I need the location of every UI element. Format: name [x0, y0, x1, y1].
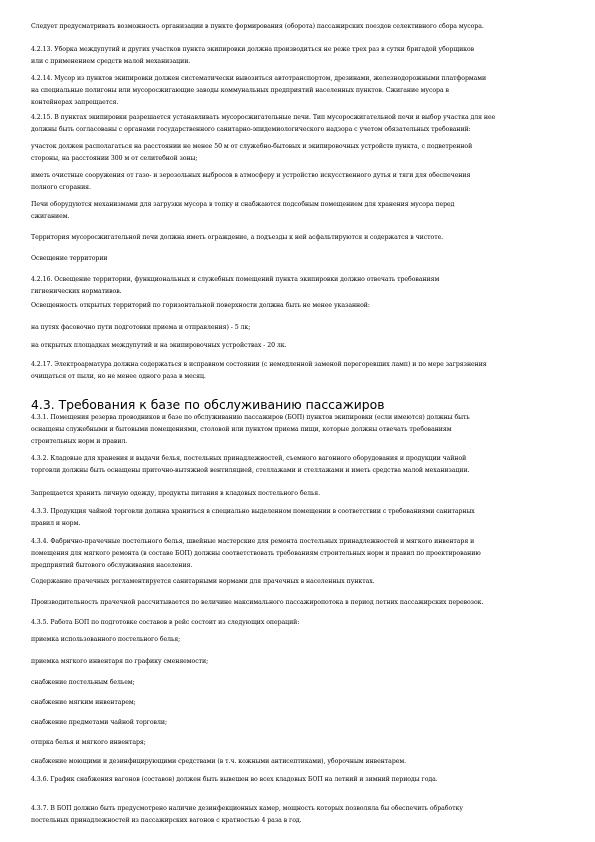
paragraph-line: снабжение моющими и дезинфицирующими средствами (в т.ч. кожными антисептиками), уборочным инвентарем.: [31, 758, 407, 765]
paragraph-line: Содержание прачечных регламентируется санитарными нормами для прачечных в населенных пунктах.: [31, 578, 375, 585]
paragraph: [31, 677, 567, 689]
paragraph-line: строительных норм и правил.: [31, 438, 128, 445]
paragraph: [31, 803, 567, 827]
paragraph-line: 4.3.5. Работа БОП по подготовке составов в рейс состоит из следующих операций:: [31, 619, 300, 626]
paragraph-line: участок должен располагаться на расстоянии не менее 50 м от служебно-бытовых и экипировочных устройств пункта, с подветренной: [31, 143, 473, 150]
paragraph-line: на специальные полигоны или мусоросжигающие заводы коммунальных предприятий населенных пунктов. Сжигание мусора в: [31, 87, 449, 94]
paragraph-line: сжиганием.: [31, 213, 70, 220]
paragraph-line: полного сгорания.: [31, 184, 91, 191]
paragraph: [31, 774, 567, 786]
paragraph-line: приемка использованного постельного белья;: [31, 636, 181, 643]
paragraph-line: 4.3.1. Помещения резерва проводников и базе по обслуживанию пассажиров (БОП) пунктов экипировки (если имеются) должны быть: [31, 414, 470, 421]
paragraph-line: Следует предусматривать возможность организации в пункте формирования (оборота) пассажирских поездов селективного сбора мусора.: [31, 23, 484, 30]
paragraph-line: контейнерах запрещается.: [31, 99, 119, 106]
paragraph: [31, 112, 567, 136]
paragraph: [31, 199, 567, 223]
paragraph: [31, 73, 567, 109]
paragraph: [31, 488, 567, 500]
paragraph-line: Печи оборудуются механизмами для загрузки мусора в топку и снабжаются подсобным помещением для хранения мусора перед: [31, 201, 455, 208]
paragraph: [31, 274, 567, 298]
paragraph-line: на открытых площадках междупутий и на экипировочных устройствах - 20 лк.: [31, 342, 287, 349]
paragraph-line: торговли должны быть оснащены приточно-вытяжной вентиляцией, стеллажами и стеллажами и иметь средства малой механизации.: [31, 467, 470, 474]
paragraph-line: 4.3.4. Фабрично-прачечные постельного белья, швейные мастерские для ремонта постельных принадлежностей и мягкого инвентаря и: [31, 538, 475, 545]
paragraph-line: постельных принадлежностей из пассажирских вагонов с кратностью 4 раза в год.: [31, 817, 302, 824]
paragraph: [31, 697, 567, 709]
section-heading: 4.3. Требования к базе по обслуживанию пассажиров: [31, 397, 385, 413]
paragraph-line: должны быть согласованы с органами государственного санитарно-эпидемиологического надзора с учетом обязательных требований:: [31, 126, 471, 133]
paragraph-line: снабжение постельным бельем;: [31, 679, 135, 686]
paragraph: [31, 536, 567, 572]
paragraph-line: на путях фасовочно пути подготовки приема и отправления) - 5 лк;: [31, 324, 251, 331]
paragraph-line: 4.2.15. В пунктах экипировки разрешается устанавливать мусоросжигательные печи. Тип мусоросжигательной печи и выбор участка для нее: [31, 114, 496, 121]
paragraph-line: отпрка белья и мягкого инвентаря;: [31, 739, 146, 746]
paragraph: [31, 322, 567, 334]
paragraph-line: 4.2.16. Освещение территории, функциональных и служебных помещений пункта экипировки должно отвечать требованиям: [31, 276, 440, 283]
paragraph-line: гигиенических нормативов.: [31, 288, 122, 295]
paragraph-line: стороны, на расстоянии 300 м от селитебной зоны;: [31, 155, 198, 162]
paragraph: [31, 170, 567, 194]
paragraph: [31, 359, 567, 383]
paragraph: [31, 412, 567, 448]
paragraph: [31, 756, 567, 768]
paragraph: [31, 634, 567, 646]
paragraph-line: 4.3.7. В БОП должно быть предусмотрено наличие дезинфекционных камер, мощность которых позволяла бы обеспечить обработку: [31, 805, 463, 812]
paragraph: [31, 141, 567, 165]
paragraph: [31, 506, 567, 530]
paragraph: [31, 44, 567, 68]
paragraph: [31, 576, 567, 588]
paragraph: [31, 253, 567, 265]
paragraph-line: 4.2.13. Уборка междупутий и других участков пункта экипировки должна производиться не реже трех раз в сутки бригадой уборщиков: [31, 46, 475, 53]
paragraph-line: снабжение мягким инвентарем;: [31, 699, 136, 706]
paragraph-line: очищаться от пыли, но не менее одного раза в месяц.: [31, 373, 206, 380]
paragraph: [31, 232, 567, 244]
paragraph-line: Освещенность открытых территорий по горизонтальной поверхности должна быть не менее указанной:: [31, 302, 370, 309]
paragraph-line: или с применением средств малой механизации.: [31, 58, 191, 65]
paragraph: [31, 597, 567, 609]
paragraph-line: Территория мусоросжигательной печи должна иметь ограждение, а подъезды к ней асфальтируются и содержатся в чистоте.: [31, 234, 444, 241]
paragraph: [31, 617, 567, 629]
paragraph-line: 4.2.14. Мусор из пунктов экипировки должен систематически вывозиться автотранспортом, дрезинами, железнодорожными платформами: [31, 75, 487, 82]
paragraph-line: 4.3.6. График снабжения вагонов (составов) должен быть вывешен во всех кладовых БОП на летний и зимний периоды года.: [31, 776, 438, 783]
paragraph-line: 4.2.17. Электроарматура должна содержаться в исправном состоянии (с немедленной заменой перегоревших ламп) и по мере загрязнения: [31, 361, 487, 368]
paragraph-line: Производительность прачечной рассчитывается по величине максимального пассажиропотока в период летних пассажирских перевозок.: [31, 599, 484, 606]
paragraph-line: правил и норм.: [31, 520, 81, 527]
paragraph-line: снабжение предметами чайной торговли;: [31, 719, 167, 726]
paragraph: [31, 340, 567, 352]
paragraph-line: оснащены служебными и бытовыми помещениями, столовой или пунктом приема пищи, которые должны отвечать требованиям: [31, 426, 452, 433]
paragraph: [31, 21, 567, 33]
paragraph-line: Запрещается хранить личную одежду, продукты питания в кладовых постельного белья.: [31, 490, 321, 497]
paragraph-line: приемка мягкого инвентаря по графику сменяемости;: [31, 658, 209, 665]
paragraph-line: 4.3.3. Продукция чайной торговли должна храниться в специально выделенном помещении в соответствии с требованиями санитарных: [31, 508, 475, 515]
paragraph-line: предприятий бытового обслуживания населения.: [31, 562, 193, 569]
paragraph-line: иметь очистные сооружения от газо- и зерозольных выбросов в атмосферу и устройство искусственного дутья и тяги для обеспечения: [31, 172, 471, 179]
paragraph: [31, 737, 567, 749]
paragraph: [31, 656, 567, 668]
paragraph: [31, 717, 567, 729]
paragraph-line: помещения для мягкого ремонта (в составе БОП) должны соответствовать требованиям строительных норм и правил по проектированию: [31, 550, 481, 557]
paragraph: [31, 300, 567, 312]
paragraph: [31, 453, 567, 477]
paragraph-line: Освещение территории: [31, 255, 108, 262]
paragraph-line: 4.3.2. Кладовые для хранения и выдачи белья, постельных принадлежностей, съемного вагонного оборудования и продукции чайной: [31, 455, 467, 462]
